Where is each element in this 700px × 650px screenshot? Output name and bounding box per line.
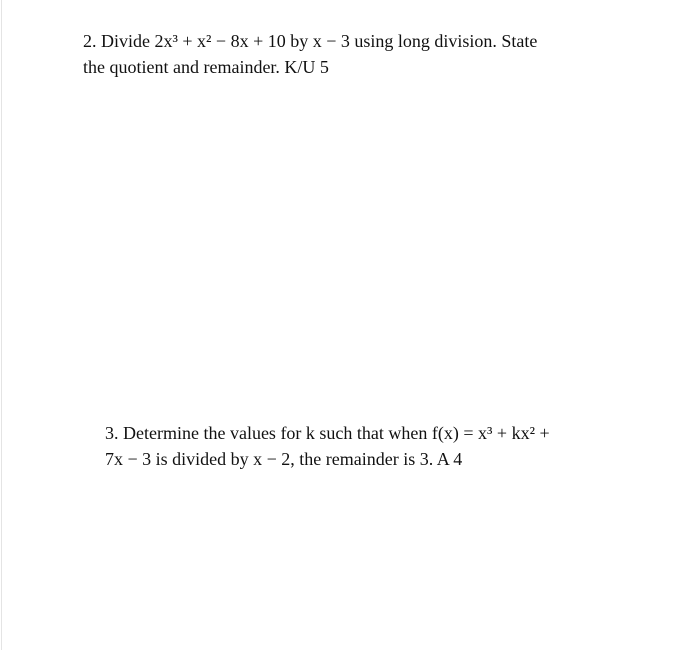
question-2-line-1: 2. Divide 2x³ + x² − 8x + 10 by x − 3 using long division. State	[83, 31, 538, 51]
question-2-line-2: the quotient and remainder. K/U 5	[83, 57, 329, 77]
question-3-line-2: 7x − 3 is divided by x − 2, the remainder is 3. A 4	[105, 449, 463, 469]
question-2	[83, 28, 537, 80]
question-3	[105, 420, 550, 472]
page-edge-divider	[1, 0, 2, 650]
question-3-line-1: 3. Determine the values for k such that when f(x) = x³ + kx² +	[105, 423, 550, 443]
